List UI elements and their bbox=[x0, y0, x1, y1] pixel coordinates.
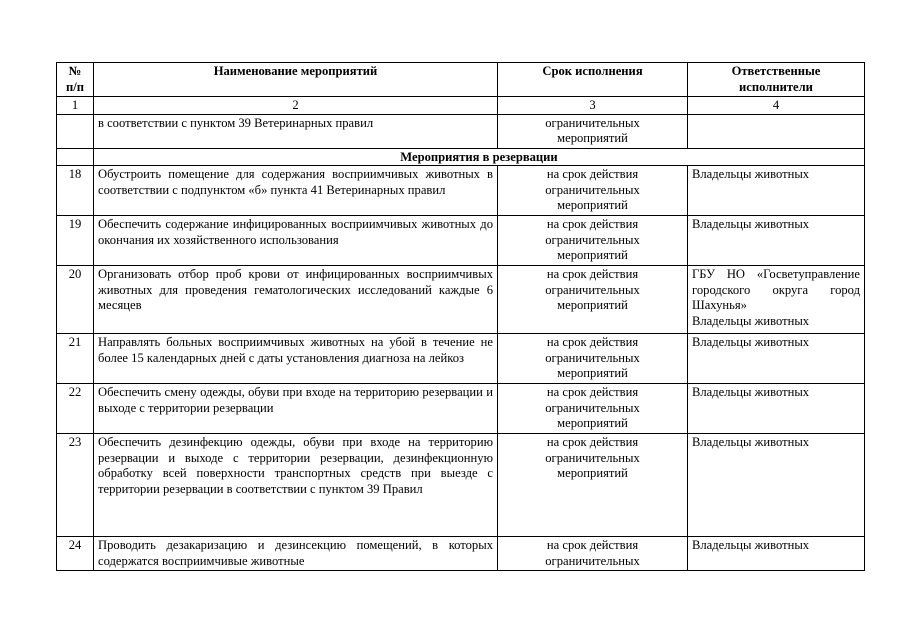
table-row bbox=[57, 266, 865, 334]
table-row bbox=[57, 537, 865, 571]
measure-responsible bbox=[688, 334, 865, 384]
term-line: ограничительных bbox=[545, 400, 640, 415]
term-line: на срок действия bbox=[546, 435, 639, 450]
responsible-line: Владельцы животных bbox=[692, 313, 810, 328]
section-num-cell bbox=[57, 148, 94, 166]
header-resp-line: исполнители bbox=[739, 79, 813, 94]
term-line: на срок действия bbox=[546, 167, 639, 182]
row-number: 21 bbox=[57, 334, 94, 384]
responsible-line: Владельцы животных bbox=[692, 217, 810, 232]
term-line: на срок действия bbox=[546, 217, 639, 232]
term-line: мероприятий bbox=[557, 248, 628, 263]
measure-responsible bbox=[688, 166, 865, 216]
row-number: 22 bbox=[57, 384, 94, 434]
column-number-row bbox=[57, 97, 865, 115]
row-number: 18 bbox=[57, 166, 94, 216]
measure-responsible bbox=[688, 537, 865, 571]
colnum-cell: 3 bbox=[498, 97, 688, 115]
cont-num-cell bbox=[57, 114, 94, 148]
row-number: 24 bbox=[57, 537, 94, 571]
measure-responsible bbox=[688, 434, 865, 537]
term-line: ограничительных bbox=[545, 232, 640, 247]
measure-name: Обеспечить смену одежды, обуви при входе на территорию резервации и выходе с территории резервации bbox=[94, 384, 498, 434]
measure-term bbox=[498, 537, 688, 571]
header-term: Срок исполнения bbox=[498, 63, 688, 97]
colnum-cell: 4 bbox=[688, 97, 865, 115]
measure-name: Обеспечить содержание инфицированных восприимчивых животных до окончания их хозяйственного использования bbox=[94, 216, 498, 266]
responsible-line: Владельцы животных bbox=[692, 538, 810, 553]
colnum-cell: 1 bbox=[57, 97, 94, 115]
colnum-cell: 2 bbox=[94, 97, 498, 115]
continuation-row bbox=[57, 114, 865, 148]
measure-name: Организовать отбор проб крови от инфицированных восприимчивых животных для проведения гематологических исследований каждые 6 месяцев bbox=[94, 266, 498, 334]
responsible-line: ГБУ НО «Госветуправление городского округа город Шахунья» bbox=[692, 267, 860, 313]
term-line: ограничительных bbox=[545, 350, 640, 365]
cont-term-cell bbox=[498, 114, 688, 148]
header-num-line: № bbox=[68, 64, 82, 78]
section-title: Мероприятия в резервации bbox=[94, 148, 865, 166]
row-number: 19 bbox=[57, 216, 94, 266]
measure-name: Направлять больных восприимчивых животных на убой в течение не более 15 календарных дней с даты установления диагноза на лейкоз bbox=[94, 334, 498, 384]
responsible-line: Владельцы животных bbox=[692, 385, 810, 400]
measure-name: Проводить дезакаризацию и дезинсекцию помещений, в которых содержатся восприимчивые животные bbox=[94, 537, 498, 571]
row-number: 20 bbox=[57, 266, 94, 334]
term-line: ограничительных bbox=[545, 553, 640, 568]
header-row bbox=[57, 63, 865, 97]
header-num bbox=[57, 63, 94, 97]
cont-resp-cell bbox=[688, 114, 865, 148]
term-line: мероприятий bbox=[557, 416, 628, 431]
term-line: мероприятий bbox=[557, 198, 628, 213]
measure-term bbox=[498, 266, 688, 334]
measure-term bbox=[498, 216, 688, 266]
term-line: ограничительных bbox=[545, 450, 640, 465]
measure-term bbox=[498, 166, 688, 216]
measure-responsible bbox=[688, 216, 865, 266]
table-row bbox=[57, 434, 865, 537]
section-row bbox=[57, 148, 865, 166]
row-number: 23 bbox=[57, 434, 94, 537]
table-row bbox=[57, 166, 865, 216]
measure-responsible bbox=[688, 384, 865, 434]
term-line: на срок действия bbox=[546, 538, 639, 553]
term-line: на срок действия bbox=[546, 385, 639, 400]
cont-term-line: ограничительных bbox=[545, 115, 640, 130]
responsible-line: Владельцы животных bbox=[692, 335, 810, 350]
term-line: мероприятий bbox=[557, 466, 628, 481]
cont-name-cell: в соответствии с пунктом 39 Ветеринарных правил bbox=[94, 114, 498, 148]
measure-term bbox=[498, 434, 688, 537]
table-row bbox=[57, 216, 865, 266]
measure-responsible bbox=[688, 266, 865, 334]
measure-name: Обеспечить дезинфекцию одежды, обуви при входе на территорию резервации и выходе с территории резервации, дезинфекционную обработку всей поверхности транспортных средств при выезде с территории резервации в соответствии с пунктом 39 Правил bbox=[94, 434, 498, 537]
term-line: ограничительных bbox=[545, 182, 640, 197]
measure-term bbox=[498, 334, 688, 384]
term-line: ограничительных bbox=[545, 282, 640, 297]
measure-name: Обустроить помещение для содержания восприимчивых животных в соответствии с подпунктом «б» пункта 41 Ветеринарных правил bbox=[94, 166, 498, 216]
measure-term bbox=[498, 384, 688, 434]
table-row bbox=[57, 334, 865, 384]
term-line: на срок действия bbox=[546, 267, 639, 282]
header-num-line: п/п bbox=[65, 79, 84, 94]
measures-table bbox=[56, 62, 865, 571]
term-line: мероприятий bbox=[557, 366, 628, 381]
table-row bbox=[57, 384, 865, 434]
header-resp bbox=[688, 63, 865, 97]
cont-term-line: мероприятий bbox=[557, 131, 628, 146]
responsible-line: Владельцы животных bbox=[692, 435, 810, 450]
term-line: мероприятий bbox=[557, 298, 628, 313]
responsible-line: Владельцы животных bbox=[692, 167, 810, 182]
term-line: на срок действия bbox=[546, 335, 639, 350]
header-resp-line: Ответственные bbox=[731, 64, 821, 78]
header-name: Наименование мероприятий bbox=[94, 63, 498, 97]
